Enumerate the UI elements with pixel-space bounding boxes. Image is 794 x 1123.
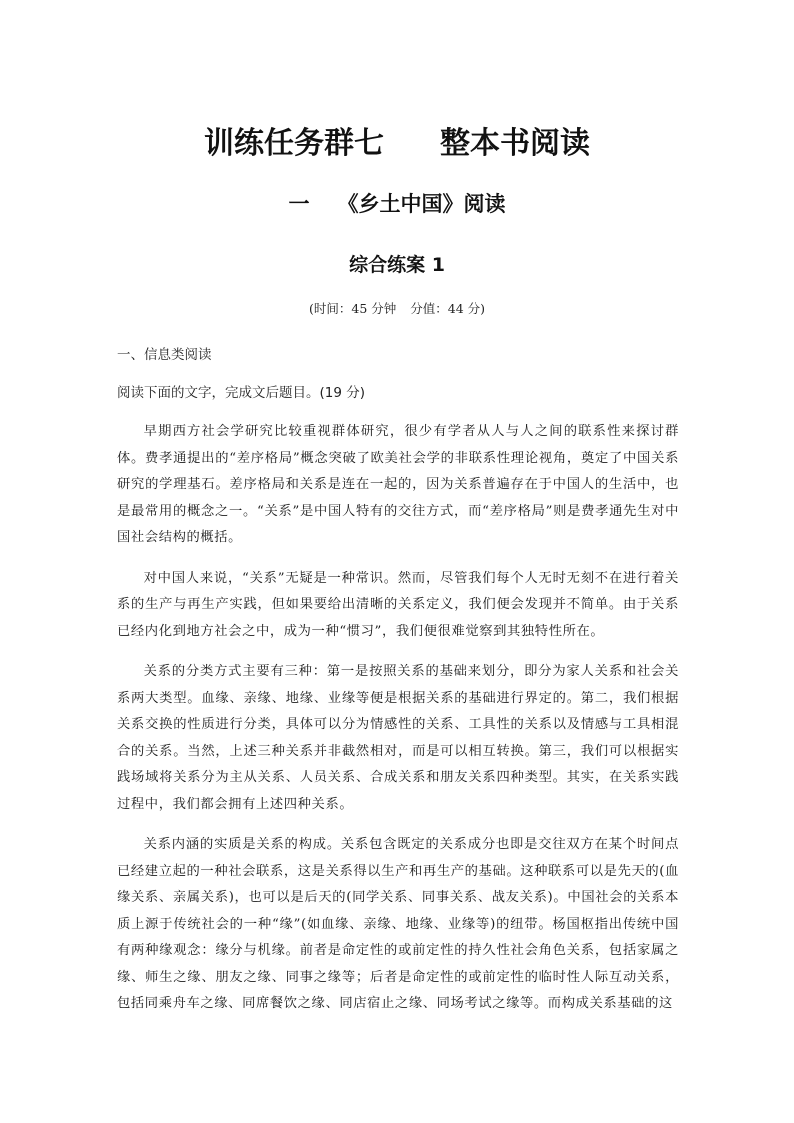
exam-meta [0,299,794,317]
unit-heading [0,188,794,218]
score-info: 分值：44 分) [410,301,486,316]
section-heading: 一、信息类阅读 [117,347,212,363]
instruction-text: 阅读下面的文字，完成文后题目。(19 分) [117,385,366,401]
case-title: 综合练案 1 [349,254,445,276]
passage-paragraph: 对中国人来说，“关系”无疑是一种常识。然而，尽管我们每个人无时无刻不在进行着关系的生产与再生产实践，但如果要给出清晰的关系定义，我们便会发现并不简单。由于关系已经内化到地方社会之中，成为一种“惯习”，我们便很难觉察到其独特性所在。 [117,570,679,639]
passage-paragraph: 关系内涵的实质是关系的构成。关系包含既定的关系成分也即是交往双方在某个时间点已经建立起的一种社会联系，这是关系得以生产和再生产的基础。这种联系可以是先天的(血缘关系、亲属关系)，也可以是后天的(同学关系、同事关系、战友关系)。中国社会的关系本质上源于传统社会的一种“缘”(如血缘、亲缘、地缘、业缘等)的纽带。杨国枢指出传统中国有两种缘观念：缘分与机缘。前者是命定性的或前定性的持久性社会角色关系，包括家属之缘、师生之缘、朋友之缘、同事之缘等；后者是命定性的或前定性的临时性人际互动关系，包括同乘舟车之缘、同席餐饮之缘、同店宿止之缘、同场考试之缘等。而构成关系基础的这 [117,837,679,1011]
unit-number: 一 [288,192,310,216]
title-sub: 整本书阅读 [440,126,590,161]
page-title [0,118,794,162]
passage-paragraph: 关系的分类方式主要有三种：第一是按照关系的基础来划分，即分为家人关系和社会关系两大类型。血缘、亲缘、地缘、业缘等便是根据关系的基础进行界定的。第二，我们根据关系交换的性质进行分类，具体可以分为情感性的关系、工具性的关系以及情感与工具相混合的关系。当然，上述三种关系并非截然相对，而是可以相互转换。第三，我们可以根据实践场域将关系分为主从关系、人员关系、合成关系和朋友关系四种类型。其实，在关系实践过程中，我们都会拥有上述四种关系。 [117,664,679,812]
unit-title: 《乡土中国》阅读 [337,192,506,216]
title-main: 训练任务群七 [204,126,384,161]
time-info: (时间：45 分钟 [308,301,397,316]
passage-paragraph: 早期西方社会学研究比较重视群体研究，很少有学者从人与人之间的联系性来探讨群体。费孝通提出的“差序格局”概念突破了欧美社会学的非联系性理论视角，奠定了中国关系研究的学理基石。差序格局和关系是连在一起的，因为关系普遍存在于中国人的生活中，也是最常用的概念之一。“关系”是中国人特有的交往方式，而“差序格局”则是费孝通先生对中国社会结构的概括。 [117,424,679,545]
reading-passage [117,419,679,1032]
